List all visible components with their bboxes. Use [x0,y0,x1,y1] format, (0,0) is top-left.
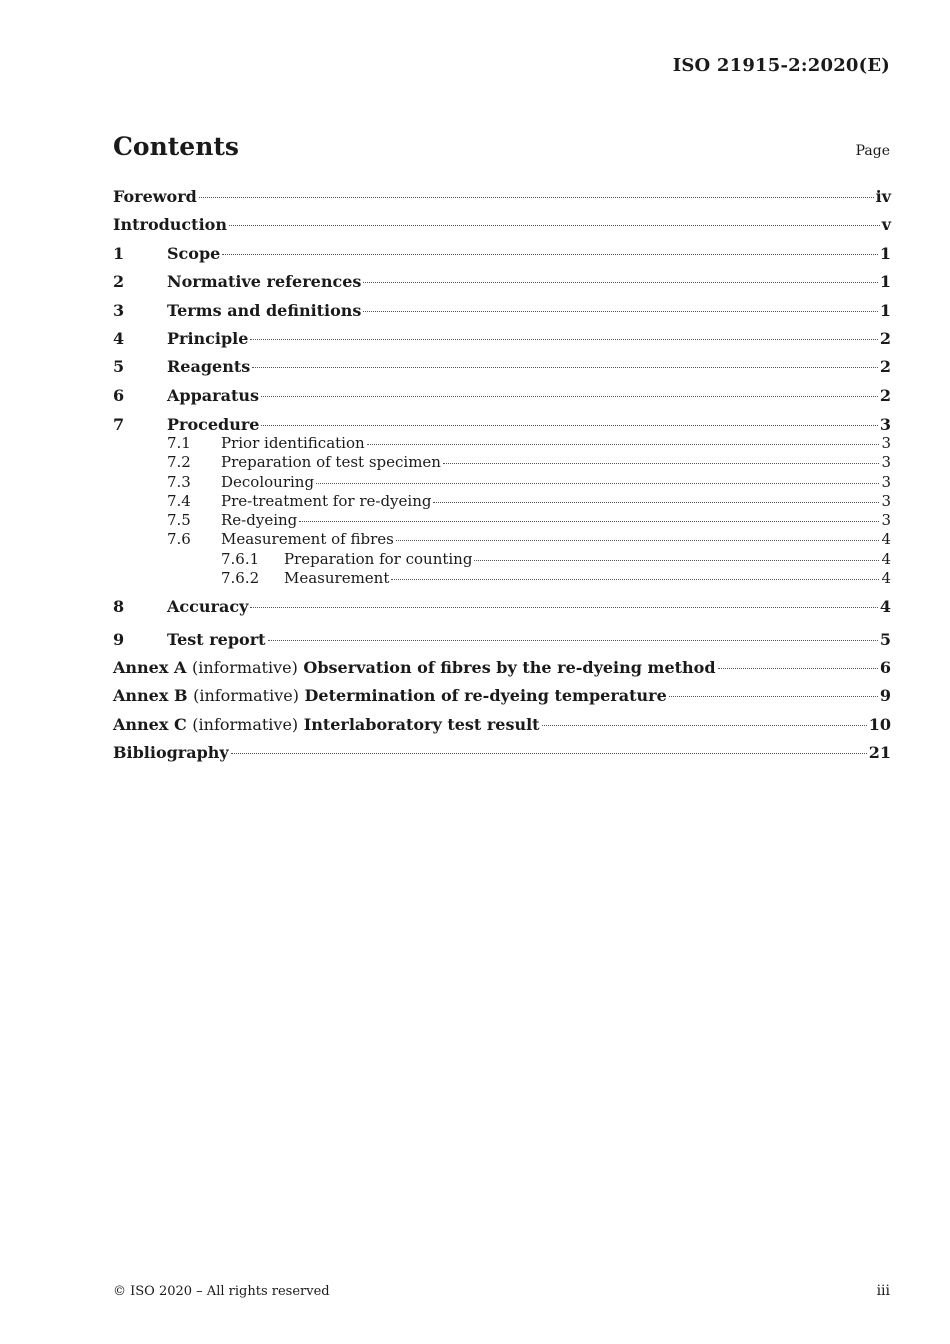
toc-entry-title: Measurement of fibres [221,530,394,549]
toc-entry-page: 2 [879,328,891,348]
toc-entry-title: Decolouring [221,472,315,491]
toc-entry-number: 7.4 [167,491,191,510]
toc-entry-terms-and-definitions[interactable] [113,297,891,325]
annex-label: Annex A [113,657,187,677]
toc-leader-dots [443,463,879,464]
toc-entry-title: Scope [167,243,221,263]
toc-entry-preparation-of-test-specimen[interactable] [113,453,891,472]
toc-entry-title: Preparation of test specimen [221,453,441,472]
toc-entry-page: 10 [868,714,891,734]
toc-leader-dots [542,725,867,726]
toc-heading: Contents [113,132,240,161]
toc-entry-title: Reagents [167,357,251,377]
toc-entry-normative-references[interactable] [113,268,891,296]
toc-entry-number: 5 [113,357,125,377]
annex-type: (informative) [191,657,298,677]
toc-entry-page: 21 [868,743,891,763]
toc-entry-page: 1 [879,300,891,320]
toc-entry-page: 2 [879,385,891,405]
toc-entry-title: Prior identification [221,433,365,452]
toc-entry-accuracy[interactable] [113,597,891,616]
toc-entry-test-report[interactable] [113,626,891,654]
toc-entry-title: Introduction [113,215,227,235]
annex-title: Interlaboratory test result [303,714,540,734]
toc-entry-page: 4 [881,549,891,568]
toc-entry-page: 5 [879,629,891,649]
toc-entry-prior-identification[interactable] [113,434,891,453]
toc-entry-number: 4 [113,328,125,348]
toc-entry-number: 7.5 [167,511,191,530]
annex-title: Observation of fibres by the re-dyeing method [303,657,716,677]
toc-entry-title: Accuracy [167,597,249,617]
toc-entry-number: 1 [113,243,125,263]
toc-entry-number: 2 [113,272,125,292]
toc-entry-page: 1 [879,272,891,292]
toc-entry-number: 7.2 [167,453,191,472]
toc-entry-page: 3 [881,511,891,530]
toc-entry-title: Test report [167,629,266,649]
toc-leader-dots [231,753,867,754]
toc-entry-title: Procedure [167,414,260,434]
annex-label: Annex B [113,686,188,706]
toc-entry-pre-treatment-for-re-dyeing[interactable] [113,492,891,511]
toc-entry-re-dyeing[interactable] [113,511,891,530]
toc-entry-title: Bibliography [113,743,229,763]
toc-leader-dots [268,640,878,641]
toc-leader-dots [396,540,880,541]
toc-entry-title: Apparatus [167,385,259,405]
page-column-label: Page [855,143,890,159]
toc-entry-title [113,654,716,682]
footer-copyright: © ISO 2020 – All rights reserved [113,1284,330,1299]
toc-entry-number: 7.6.2 [221,569,260,587]
toc-entry-number: 3 [113,300,125,320]
toc-leader-dots [363,311,877,312]
toc-entry-page: 3 [881,433,891,452]
toc-leader-dots [718,668,878,669]
toc-entry-page: 3 [881,472,891,491]
footer-page-number: iii [876,1283,890,1299]
toc-leader-dots [363,282,877,283]
toc-leader-dots [391,579,879,580]
toc-entry-apparatus[interactable] [113,382,891,410]
toc-entry-foreword[interactable] [113,183,891,211]
toc-entry-number: 7.1 [167,433,191,452]
toc-entry-page: 4 [881,569,891,587]
toc-leader-dots [199,197,874,198]
annex-type: (informative) [193,686,299,706]
toc-entry-principle[interactable] [113,325,891,353]
toc-leader-dots [261,425,877,426]
toc-leader-dots [474,560,879,561]
toc-entry-title: Re-dyeing [221,511,298,530]
toc-entry-title: Pre-treatment for re-dyeing [221,491,432,510]
toc-entry-number: 7.6 [167,530,191,549]
annex-label: Annex C [113,714,187,734]
toc-leader-dots [669,696,878,697]
toc-entry-page: 3 [879,414,891,434]
toc-entry-title: Terms and definitions [167,300,362,320]
toc-entry-title [113,682,667,710]
toc-entry-page: 1 [879,243,891,263]
toc-entry-number: 7 [113,414,125,434]
annex-type: (informative) [192,714,299,734]
toc-entry-number: 7.3 [167,472,191,491]
toc-leader-dots [250,339,877,340]
toc-entry-title [113,711,540,739]
toc-entry-page: 2 [879,357,891,377]
toc-entry-annex-b[interactable] [113,682,891,710]
toc-entry-introduction[interactable] [113,211,891,239]
toc-entry-procedure[interactable] [113,415,891,434]
toc-entry-page: 4 [879,597,891,617]
toc-entry-scope[interactable] [113,240,891,268]
toc-entry-title: Measurement [284,569,390,587]
toc-entry-reagents[interactable] [113,353,891,381]
toc-leader-dots [222,254,878,255]
toc-entry-measurement[interactable] [113,569,891,588]
toc-entry-bibliography[interactable] [113,739,891,767]
toc-entry-number: 7.6.1 [221,549,260,568]
toc-entry-title: Foreword [113,187,197,206]
toc-leader-dots [433,502,879,503]
toc-leader-dots [367,444,880,445]
toc-entry-number: 9 [113,629,125,649]
toc-entry-page: iv [875,187,891,206]
toc-entry-page: 3 [881,453,891,472]
table-of-contents [113,183,891,768]
toc-leader-dots [229,225,880,226]
toc-leader-dots [316,483,879,484]
toc-entry-page: 9 [879,686,891,706]
toc-entry-decolouring[interactable] [113,473,891,492]
toc-entry-title: Normative references [167,272,362,292]
toc-entry-preparation-for-counting[interactable] [113,550,891,569]
toc-entry-annex-c[interactable] [113,711,891,739]
toc-entry-page: 6 [879,657,891,677]
toc-entry-page: 3 [881,491,891,510]
toc-entry-number: 8 [113,597,125,617]
toc-leader-dots [250,607,877,608]
toc-entry-measurement-of-fibres[interactable] [113,530,891,549]
toc-entry-title: Preparation for counting [284,549,473,568]
toc-entry-page: v [881,215,891,235]
annex-title: Determination of re-dyeing temperature [304,686,667,706]
toc-leader-dots [252,367,878,368]
toc-entry-annex-a[interactable] [113,654,891,682]
toc-entry-number: 6 [113,385,125,405]
toc-entry-page: 4 [881,530,891,549]
toc-leader-dots [261,396,878,397]
document-id: ISO 21915-2:2020(E) [672,55,890,76]
toc-entry-title: Principle [167,328,249,348]
toc-leader-dots [299,521,879,522]
